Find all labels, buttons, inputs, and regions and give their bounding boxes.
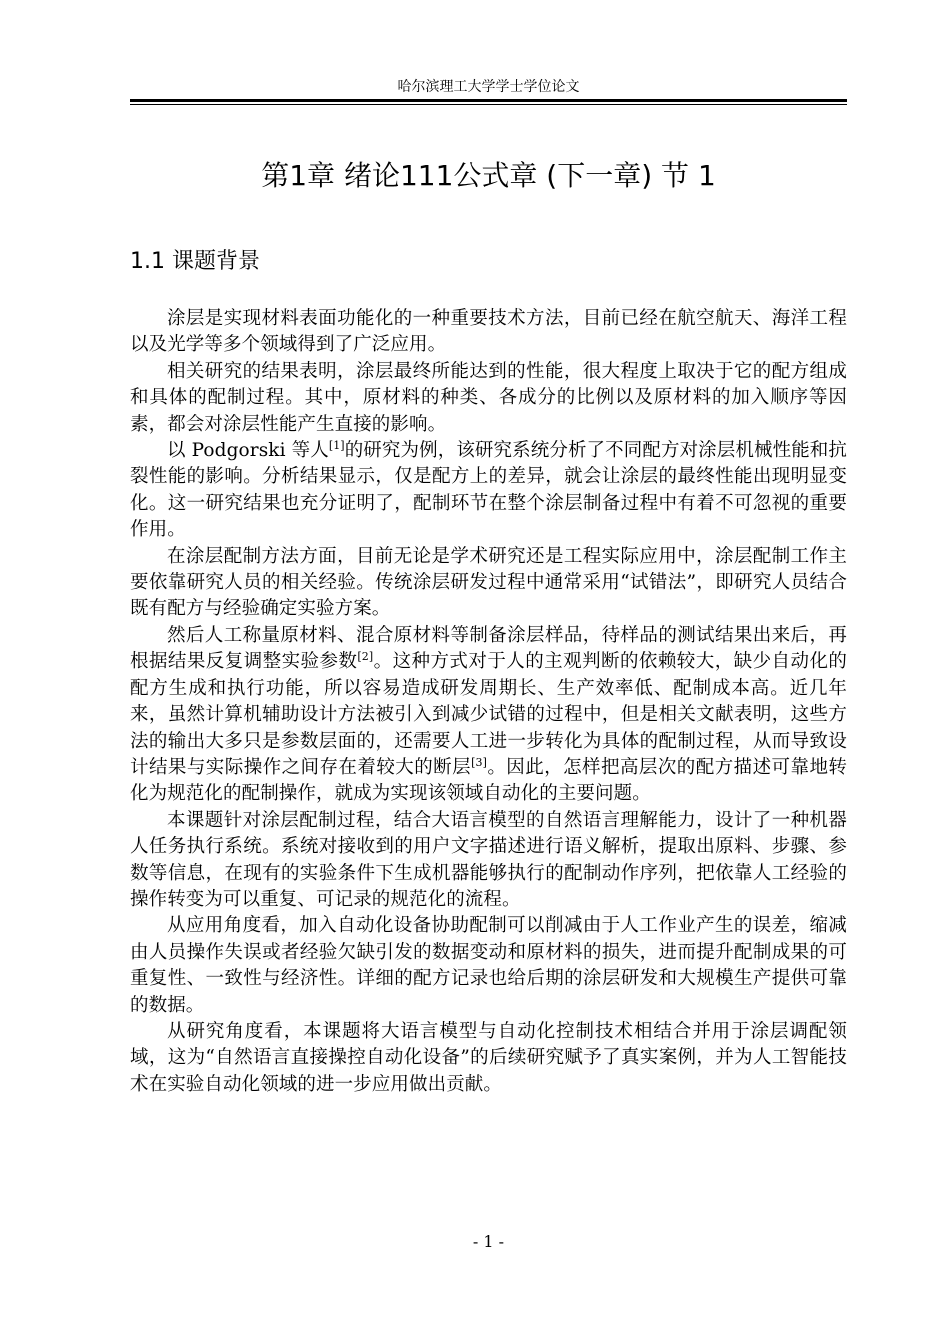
- paragraph-text: 从研究角度看，本课题将大语言模型与自动化控制技术相结合并用于涂层调配领域，这为“自然语言直接操控自动化设备”的后续研究赋予了真实案例，并为人工智能技术在实验自动化领域的进一步应用做出贡献。: [130, 1020, 847, 1095]
- paragraph-text: 本课题针对涂层配制过程，结合大语言模型的自然语言理解能力，设计了一种机器人任务执行系统。系统对接收到的用户文字描述进行语义解析，提取出原料、步骤、参数等信息，在现有的实验条件下生成机器能够执行的配制动作序列，把依靠人工经验的操作转变为可以重复、可记录的规范化的流程。: [130, 809, 847, 910]
- header-rule-thin: [130, 104, 847, 105]
- paragraph-7: [130, 913, 847, 1019]
- body-text: [130, 306, 847, 1098]
- paragraph-5: [130, 623, 847, 808]
- paragraph-1: [130, 306, 847, 359]
- paragraph-3: [130, 438, 847, 544]
- paragraph-6: [130, 808, 847, 914]
- paragraph-text: 。这种方式对于人的主观判断的依赖较大，缺少自动化的配方生成和执行功能，所以容易造成研发周期长、生产效率低、配制成本高。近几年来，虽然计算机辅助设计方法被引入到减少试错的过程中，但是相关文献表明，这些方法的输出大多只是参数层面的，还需要人工进一步转化为具体的配制过程，从而导致设计结果与实际操作之间存在着较大的断层: [130, 651, 847, 778]
- paragraph-text: 以 Podgorski 等人: [167, 440, 329, 462]
- paragraph-2: [130, 359, 847, 438]
- paragraph-text: 。因此，怎样把高层次的配方描述可靠地转化为规范化的配制操作，就成为实现该领域自动化的主要问题。: [130, 756, 847, 805]
- section-title: 1.1 课题背景: [130, 249, 260, 274]
- citation-2: [2]: [357, 650, 374, 664]
- page-number: - 1 -: [472, 1232, 505, 1251]
- chapter-title: 第1章 绪论111公式章 (下一章) 节 1: [261, 159, 716, 192]
- running-header: 哈尔滨理工大学学士学位论文: [397, 79, 580, 95]
- paragraph-text: 从应用角度看，加入自动化设备协助配制可以削减由于人工作业产生的误差，缩减由人员操作失误或者经验欠缺引发的数据变动和原材料的损失，进而提升配制成果的可重复性、一致性与经济性。详细的配方记录也给后期的涂层研发和大规模生产提供可靠的数据。: [130, 915, 847, 1016]
- paragraph-text: 相关研究的结果表明，涂层最终所能达到的性能，很大程度上取决于它的配方组成和具体的配制过程。其中，原材料的种类、各成分的比例以及原材料的加入顺序等因素，都会对涂层性能产生直接的影响。: [130, 360, 847, 435]
- paragraph-text: 涂层是实现材料表面功能化的一种重要技术方法，目前已经在航空航天、海洋工程以及光学等多个领域得到了广泛应用。: [130, 308, 847, 356]
- paragraph-text: 在涂层配制方法方面，目前无论是学术研究还是工程实际应用中，涂层配制工作主要依靠研究人员的相关经验。传统涂层研发过程中通常采用“试错法”，即研究人员结合既有配方与经验确定实验方案。: [130, 545, 847, 620]
- paragraph-text: 然后人工称量原材料、混合原材料等制备涂层样品，待样品的测试结果出来后，再根据结果反复调整实验参数: [130, 624, 847, 673]
- paragraph-4: [130, 544, 847, 623]
- citation-3: [3]: [471, 755, 487, 769]
- citation-1: [1]: [328, 438, 345, 452]
- header-rule-thick: [130, 99, 847, 102]
- paragraph-text: 的研究为例，该研究系统分析了不同配方对涂层机械性能和抗裂性能的影响。分析结果显示，仅是配方上的差异，就会让涂层的最终性能出现明显变化。这一研究结果也充分证明了，配制环节在整个涂层制备过程中有着不可忽视的重要作用。: [130, 440, 847, 541]
- paragraph-8: [130, 1019, 847, 1098]
